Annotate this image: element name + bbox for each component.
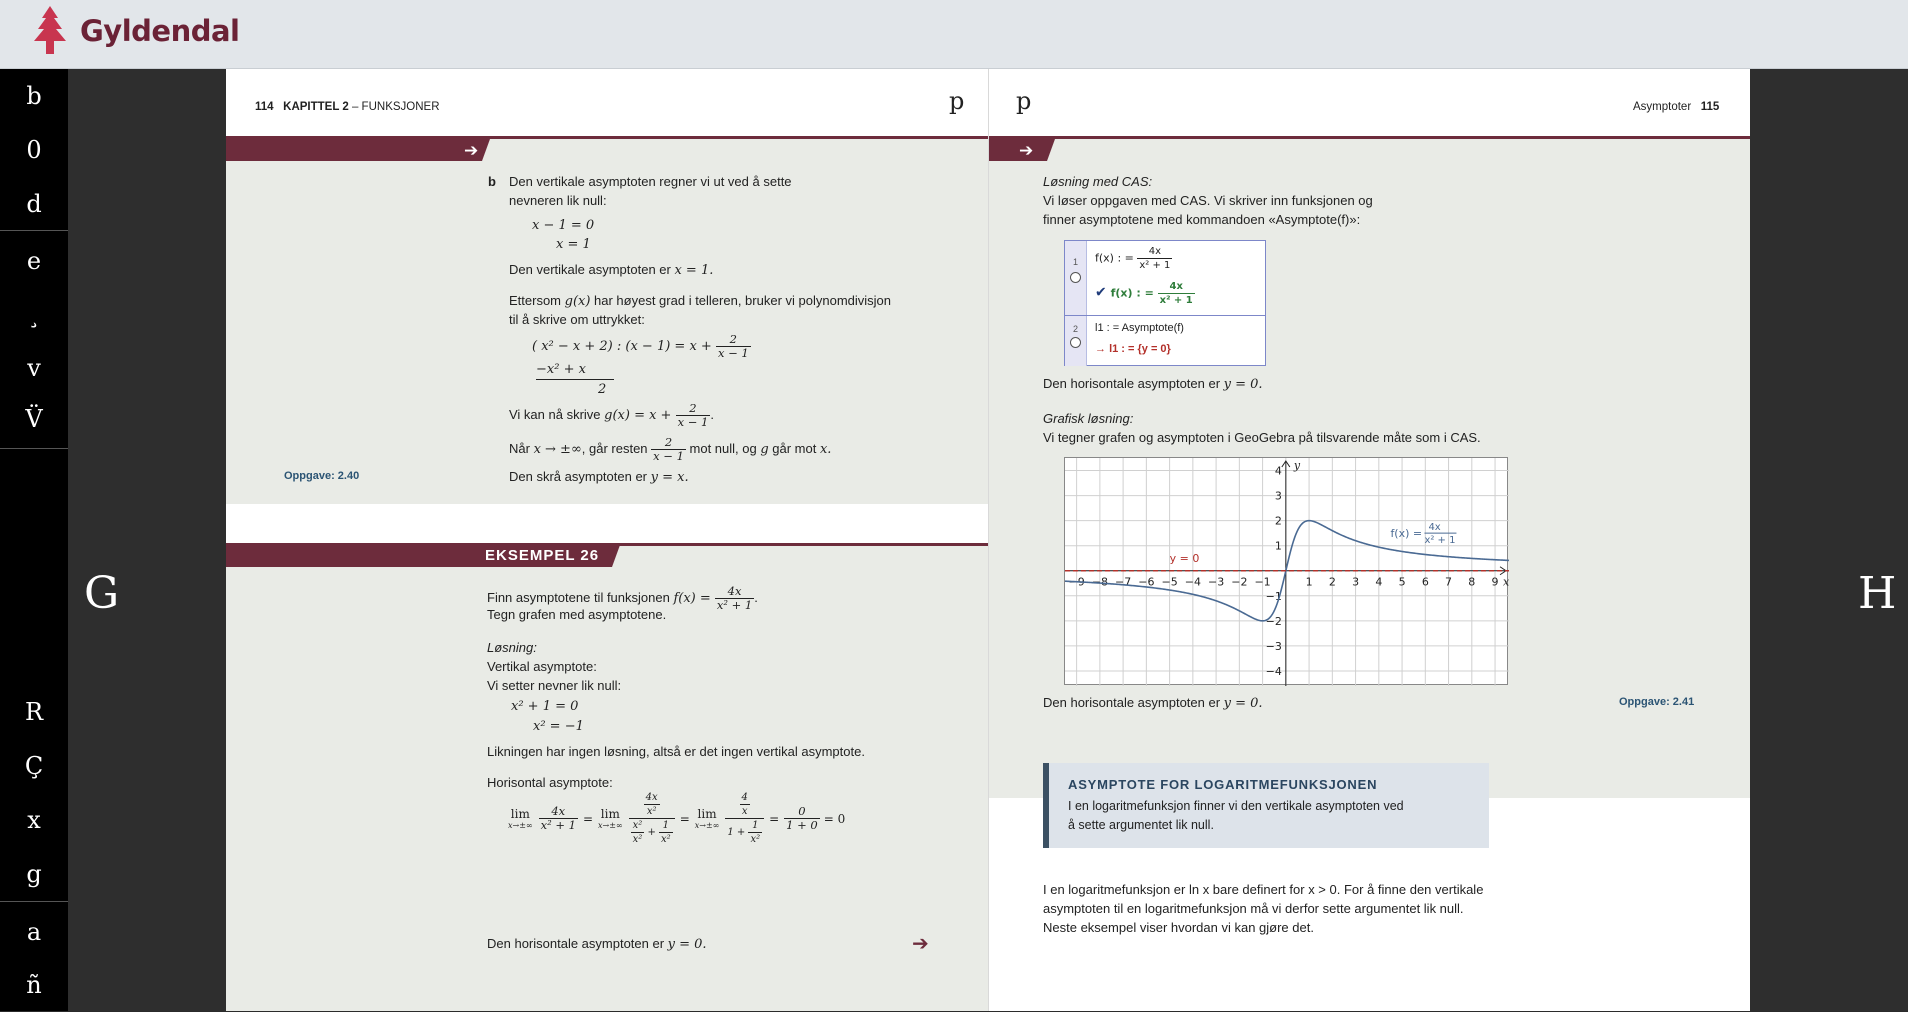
cas-input: f(x) : = $\frac{4x}{\text{x² + 1}}$ — [1095, 246, 1171, 271]
x-tick-label: −2 — [1231, 575, 1248, 589]
page-corner-mark: p — [1016, 87, 1032, 115]
cas-output: → l1 : = {y = 0} — [1095, 343, 1171, 355]
y-tick-label: −1 — [1265, 589, 1282, 603]
cas-row-number: 1 — [1065, 241, 1087, 315]
cas-row-number: 2 — [1065, 316, 1087, 366]
sidebar-button-10[interactable]: x — [27, 806, 41, 834]
equation: x² + 1 = 0 — [511, 699, 579, 714]
text-line: Den horisontale asymptoten er y = 0. — [487, 936, 707, 952]
graph-labels — [1170, 459, 1510, 589]
sidebar-button-5[interactable]: ¸ — [28, 301, 40, 329]
text-line: Den skrå asymptoten er y = x. — [509, 469, 689, 485]
text-line: til å skrive om uttrykket: — [509, 312, 645, 327]
text-line: finner asymptotene med kommandoen «Asymptote(f)»: — [1043, 212, 1361, 227]
text-line: Tegn grafen med asymptotene. — [487, 607, 667, 622]
polynomial-division-step: −x² + x — [536, 360, 614, 380]
gyldendal-logo[interactable] — [28, 4, 240, 58]
graph-grid — [1065, 458, 1509, 686]
text-line: Vi setter nevner lik null: — [487, 678, 622, 693]
cas-window — [1064, 240, 1266, 366]
next-page-button[interactable]: H — [1858, 568, 1897, 619]
prev-page-button[interactable]: G — [84, 568, 120, 619]
text-line: Ettersom g(x) har høyest grad i telleren, bruker vi polynomdivisjon — [509, 293, 892, 309]
y-tick-label: 3 — [1274, 489, 1282, 503]
x-tick-label: −5 — [1161, 575, 1178, 589]
x-tick-label: −9 — [1068, 575, 1085, 589]
sidebar-button-6[interactable]: v — [27, 354, 41, 382]
y-tick-label: −4 — [1265, 664, 1282, 678]
continuation-tab — [226, 139, 490, 161]
solution-heading: Løsning: — [487, 640, 537, 655]
x-tick-label: 3 — [1352, 575, 1360, 589]
part-label: b — [488, 174, 496, 189]
y-tick-label: −3 — [1265, 639, 1282, 653]
text-line: asymptoten til en logaritmefunksjon må vi derfor sette argumentet lik null. — [1043, 901, 1464, 916]
continue-arrow-icon[interactable]: ➔ — [912, 933, 929, 955]
polynomial-division-remainder: 2 — [598, 382, 607, 397]
text-line: Vi kan nå skrive g(x) = x + $\frac{2}{x - 1}$ . — [509, 401, 714, 429]
text-line: Vi tegner grafen og asymptoten i GeoGebra på tilsvarende måte som i CAS. — [1043, 430, 1481, 445]
cas-row-toggle[interactable] — [1070, 337, 1081, 348]
limit-expression: lim x→±∞ $\frac{4x}{\text{x² + 1}}$ = lim x→±∞ $\frac{4x}{\text{x²}}$ $\frac{\text{x²}}{\text{x²}}$ + $\frac{1}{\text{x²}}$ = lim x→±∞ $\frac{4}{x}$ 1 + $\frac{1}{\text{x²}}$ = $\frac{0}{1 + 0}$ = 0 — [508, 792, 846, 845]
x-tick-label: −1 — [1254, 575, 1271, 589]
x-tick-label: −3 — [1207, 575, 1225, 589]
y-tick-label: 4 — [1274, 464, 1282, 478]
sidebar-button-4[interactable]: e — [26, 247, 42, 275]
sidebar-button-1[interactable]: b — [26, 82, 42, 110]
continuation-tab — [989, 139, 1055, 161]
text-line: nevneren lik null: — [509, 193, 607, 208]
rule-box — [1043, 763, 1489, 848]
rule-box-title: ASYMPTOTE FOR LOGARITMEFUNKSJONEN — [1068, 777, 1378, 792]
x-tick-label: −4 — [1184, 575, 1201, 589]
text-line: Vi løser oppgaven med CAS. Vi skriver inn funksjonen og — [1043, 193, 1373, 208]
chapter-title: – FUNKSJONER — [351, 101, 440, 113]
tree-logo-icon — [28, 4, 72, 58]
x-tick-label: −8 — [1091, 575, 1108, 589]
cas-row-toggle[interactable] — [1070, 272, 1081, 283]
chapter-label: KAPITTEL 2 — [283, 101, 349, 113]
page-header-right — [1633, 101, 1719, 113]
x-tick-label: −6 — [1138, 575, 1155, 589]
y-tick-label: −2 — [1265, 614, 1282, 628]
text-line: Den horisontale asymptoten er y = 0. — [1043, 695, 1263, 711]
sidebar — [0, 69, 68, 1011]
sidebar-button-2[interactable]: 0 — [26, 136, 42, 164]
text-line: I en logaritmefunksjon er ln x bare definert for x > 0. For å finne den vertikale — [1043, 882, 1484, 897]
cas-row-2[interactable] — [1065, 315, 1265, 366]
sidebar-button-9[interactable]: Ç — [24, 752, 44, 780]
function-label — [1390, 522, 1456, 546]
cas-input: l1 : = Asymptote(f) — [1095, 322, 1184, 334]
check-icon: ✔ — [1095, 284, 1107, 301]
task-link[interactable]: Oppgave: 2.40 — [284, 470, 360, 482]
sidebar-button-8[interactable]: R — [24, 698, 44, 726]
sidebar-divider — [0, 230, 68, 231]
x-tick-label: −7 — [1115, 575, 1132, 589]
rule-box-text: I en logaritmefunksjon finner vi den vertikale asymptoten ved å sette argumentet lik null. — [1068, 799, 1404, 832]
page-corner-mark: p — [949, 87, 965, 115]
x-tick-label: 2 — [1328, 575, 1336, 589]
sidebar-button-11[interactable]: g — [26, 860, 42, 888]
svg-text:f(x) =: f(x) = — [1390, 527, 1423, 541]
text-line: Den horisontale asymptoten er y = 0. — [1043, 376, 1263, 392]
cas-row-1[interactable] — [1065, 241, 1265, 315]
x-tick-label: 1 — [1305, 575, 1313, 589]
svg-text:x² + 1: x² + 1 — [1424, 535, 1456, 547]
sidebar-button-7[interactable]: V̈ — [25, 405, 43, 433]
x-tick-label: 6 — [1421, 575, 1429, 589]
polynomial-division: ( x² − x + 2) : (x − 1) = x + $\frac{2}{x - 1}$ — [532, 332, 749, 360]
x-tick-label: 8 — [1468, 575, 1476, 589]
section-title: Asymptoter — [1633, 101, 1692, 113]
text-line: Neste eksempel viser hvordan vi kan gjøre det. — [1043, 920, 1314, 935]
x-tick-label: 4 — [1375, 575, 1383, 589]
text-line: Likningen har ingen løsning, altså er det ingen vertikal asymptote. — [487, 744, 865, 759]
x-tick-label: 5 — [1398, 575, 1406, 589]
sidebar-button-12[interactable]: a — [26, 918, 42, 946]
asymptote-label: y = 0 — [1169, 551, 1200, 565]
page-number: 115 — [1700, 101, 1720, 113]
sidebar-divider — [0, 901, 68, 902]
arrow-right-icon: ➔ — [1019, 141, 1034, 161]
text-line: Finn asymptotene til funksjonen f(x) = $\frac{4x}{\text{x² + 1}}$ . — [487, 584, 758, 612]
text-line: Når x → ±∞, går resten $\frac{2}{x - 1}$ mot null, og g går mot x. — [509, 435, 832, 463]
geogebra-graph[interactable] — [1064, 457, 1508, 685]
y-tick-label: 2 — [1274, 514, 1282, 528]
task-link[interactable]: Oppgave: 2.41 — [1619, 696, 1695, 708]
sidebar-button-3[interactable]: d — [26, 190, 42, 218]
sidebar-divider — [0, 448, 68, 449]
cas-heading: Løsning med CAS: — [1043, 174, 1153, 189]
x-tick-label: 7 — [1445, 575, 1453, 589]
page-number: 114 — [255, 101, 274, 113]
y-tick-label: 1 — [1274, 539, 1282, 553]
example-title: EKSEMPEL 26 — [485, 547, 600, 564]
right-page — [989, 69, 1750, 1011]
x-tick-label: 9 — [1491, 575, 1499, 589]
left-page — [226, 69, 988, 1011]
equation: x² = −1 — [533, 719, 584, 734]
graph-heading: Grafisk løsning: — [1043, 411, 1134, 426]
equation: x = 1 — [556, 237, 591, 252]
text-line: Vertikal asymptote: — [487, 659, 597, 674]
text-line: Horisontal asymptote: — [487, 775, 613, 790]
svg-text:4x: 4x — [1428, 522, 1441, 534]
page-header-left — [255, 101, 440, 113]
text-line: Den vertikale asymptoten regner vi ut ved å sette — [509, 174, 792, 189]
text-line: Den vertikale asymptoten er x = 1. — [509, 262, 714, 278]
brand-name: Gyldendal — [80, 14, 240, 48]
y-axis-label: y — [1293, 459, 1301, 472]
equation: x − 1 = 0 — [532, 218, 595, 233]
arrow-right-icon: ➔ — [464, 141, 479, 161]
arrow-icon: → — [1095, 343, 1106, 355]
cas-output: ✔ f(x) : = $\frac{4x}{\text{x² + 1}}$ — [1095, 281, 1193, 306]
sidebar-button-13[interactable]: ñ — [26, 971, 42, 999]
top-bar — [0, 0, 1908, 69]
x-axis-label: x — [1503, 575, 1510, 589]
